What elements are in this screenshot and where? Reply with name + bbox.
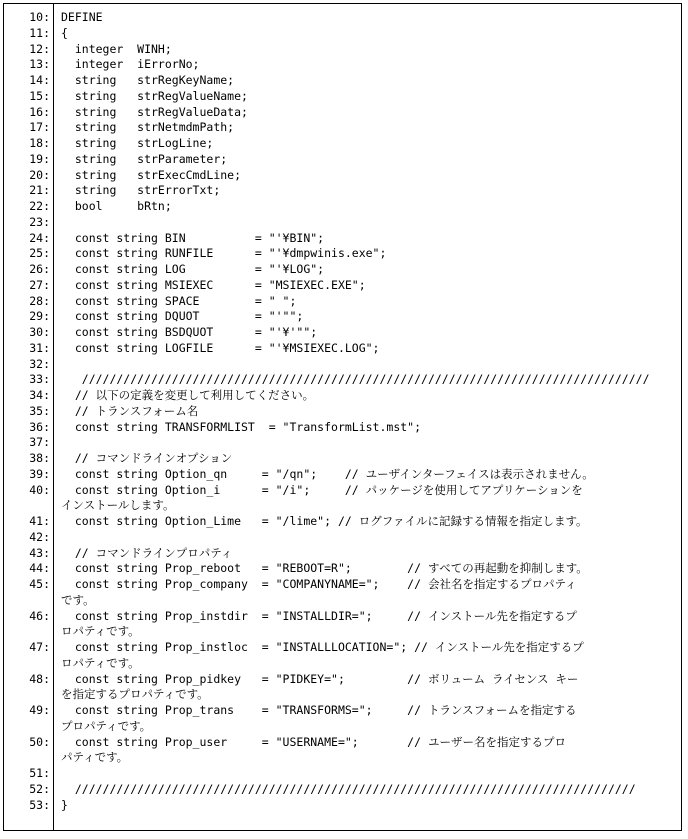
- code-line: [4, 199, 681, 215]
- line-number: 16:: [29, 104, 50, 119]
- line-number: 52:: [29, 781, 50, 796]
- code-text: string strRegKeyName;: [61, 73, 235, 87]
- code-text: string strParameter;: [61, 151, 228, 166]
- code-line: [4, 435, 681, 451]
- code-line: [4, 42, 681, 58]
- code-text: const string Prop_user = "USERNAME="; // ユーザー名を指定するプロ: [61, 734, 566, 749]
- code-text: /////////////////////////////////////////////////////////////////////////////////: [61, 781, 636, 796]
- line-number: 26:: [29, 262, 50, 276]
- code-text: string strRegValueName;: [61, 88, 248, 103]
- code-text: const string BSDQUOT = "'¥'"";: [61, 325, 318, 339]
- line-number: 24:: [29, 230, 50, 245]
- line-number: 49:: [29, 703, 50, 717]
- line-number: 44:: [29, 561, 50, 576]
- line-number: 20:: [29, 167, 50, 182]
- code-line: [4, 89, 681, 105]
- code-line: [4, 372, 681, 388]
- code-listing: [4, 10, 681, 813]
- code-line: [4, 183, 681, 199]
- code-line: [4, 404, 681, 420]
- code-line: [4, 546, 681, 562]
- code-line: [4, 624, 681, 640]
- code-text: const string Prop_reboot = "REBOOT=R"; // すべての再起動を抑制します。: [61, 561, 588, 576]
- line-number: 15:: [29, 88, 50, 103]
- line-number: 18:: [29, 136, 50, 150]
- line-number: 35:: [29, 403, 50, 418]
- code-text: const string Option_i = "/i"; // パッケージを使用してアプリケーションを: [61, 482, 583, 497]
- line-number: 31:: [29, 340, 50, 355]
- code-line: [4, 26, 681, 42]
- code-text: const string RUNFILE = "'¥dmpwinis.exe";: [61, 246, 387, 261]
- code-text: const string Prop_instloc = "INSTALLLOCATION="; // インストール先を指定するプ: [61, 640, 584, 654]
- code-text: integer iErrorNo;: [61, 57, 200, 72]
- code-line: [4, 467, 681, 483]
- line-number: 42:: [29, 529, 50, 544]
- code-line: [4, 782, 681, 798]
- code-text: ロパティです。: [61, 655, 140, 670]
- code-line: [4, 750, 681, 766]
- code-line: [4, 735, 681, 751]
- line-number: 34:: [29, 388, 50, 402]
- code-text: const string TRANSFORMLIST = "TransformList.mst";: [61, 419, 422, 434]
- code-text: const string LOG = "'¥LOG";: [61, 262, 325, 276]
- code-text: const string Option_qn = "/qn"; // ユーザインターフェイスは表示されません。: [61, 466, 594, 481]
- code-text: パティです。: [61, 750, 129, 765]
- line-number: 39:: [29, 466, 50, 481]
- code-line: [4, 640, 681, 656]
- code-line: [4, 483, 681, 499]
- code-text: const string Prop_instdir = "INSTALLDIR="; // インストール先を指定するプ: [61, 608, 577, 623]
- line-number: 46:: [29, 608, 50, 623]
- code-line: [4, 73, 681, 89]
- code-line: [4, 325, 681, 341]
- code-line: [4, 609, 681, 625]
- code-line: [4, 231, 681, 247]
- code-text: DEFINE: [61, 10, 103, 24]
- code-line: [4, 766, 681, 782]
- code-text: string strRegValueData;: [61, 104, 248, 119]
- code-line: [4, 278, 681, 294]
- code-line: [4, 357, 681, 373]
- line-number: 28:: [29, 293, 50, 308]
- code-line: [4, 656, 681, 672]
- line-number: 37:: [29, 435, 50, 450]
- line-number: 11:: [29, 25, 50, 40]
- code-line: [4, 10, 681, 26]
- code-text: // 以下の定義を変更して利用してください。: [61, 388, 315, 402]
- line-number: 19:: [29, 151, 50, 166]
- code-line: [4, 136, 681, 152]
- code-line: [4, 294, 681, 310]
- line-number: 14:: [29, 73, 50, 87]
- code-line: [4, 246, 681, 262]
- code-line: [4, 388, 681, 404]
- code-text: const string Prop_trans = "TRANSFORMS="; // トランスフォームを指定する: [61, 703, 577, 717]
- code-text: //////////////////////////////////////////////////////////////////////////////////: [61, 372, 650, 387]
- line-number: 17:: [29, 120, 50, 135]
- code-text: const string Prop_company = "COMPANYNAME="; // 会社名を指定するプロパティ: [61, 577, 577, 591]
- code-text: const string DQUOT = "'"";: [61, 309, 304, 324]
- code-text: string strNetmdmPath;: [61, 120, 235, 135]
- code-line: [4, 262, 681, 278]
- code-line: [4, 451, 681, 467]
- line-number: 21:: [29, 183, 50, 198]
- code-text: integer WINH;: [61, 41, 172, 56]
- code-line: [4, 120, 681, 136]
- code-text: // コマンドラインプロパティ: [61, 545, 233, 560]
- code-line: [4, 420, 681, 436]
- line-number: 10:: [29, 10, 50, 24]
- code-text: // トランスフォーム名: [61, 403, 199, 418]
- code-line: [4, 798, 681, 814]
- code-text: const string MSIEXEC = "MSIEXEC.EXE";: [61, 277, 366, 292]
- line-number: 50:: [29, 734, 50, 749]
- code-line: [4, 341, 681, 357]
- line-number: 47:: [29, 640, 50, 654]
- code-line: [4, 672, 681, 688]
- code-line: [4, 593, 681, 609]
- line-number: 33:: [29, 372, 50, 387]
- code-line: [4, 57, 681, 73]
- code-line: [4, 105, 681, 121]
- code-line: [4, 687, 681, 703]
- code-text: を指定するプロパティです。: [61, 687, 209, 702]
- code-text: const string Option_Lime = "/lime"; // ログファイルに記録する情報を指定します。: [61, 514, 588, 528]
- line-number: 12:: [29, 41, 50, 56]
- code-text: です。: [61, 592, 95, 607]
- line-number: 48:: [29, 671, 50, 686]
- code-text: const string BIN = "'¥BIN";: [61, 230, 325, 245]
- line-number: 40:: [29, 482, 50, 497]
- code-text: プロパティです。: [61, 718, 152, 733]
- code-text: ロパティです。: [61, 624, 140, 639]
- line-number: 32:: [29, 356, 50, 371]
- code-text: }: [61, 797, 68, 812]
- code-text: // コマンドラインオプション: [61, 451, 233, 465]
- code-line: [4, 577, 681, 593]
- code-line: [4, 498, 681, 514]
- code-line: [4, 561, 681, 577]
- line-number: 23:: [29, 214, 50, 229]
- line-number: 29:: [29, 309, 50, 324]
- code-line: [4, 530, 681, 546]
- code-text: string strLogLine;: [61, 136, 214, 150]
- code-text: string strErrorTxt;: [61, 183, 221, 198]
- code-text: const string SPACE = " ";: [61, 293, 297, 308]
- line-number: 27:: [29, 277, 50, 292]
- line-number: 51:: [29, 766, 50, 780]
- line-number: 36:: [29, 419, 50, 434]
- line-number: 53:: [29, 797, 50, 812]
- line-number: 25:: [29, 246, 50, 261]
- code-line: [4, 168, 681, 184]
- line-number: 30:: [29, 325, 50, 339]
- line-number: 22:: [29, 199, 50, 213]
- code-line: [4, 215, 681, 231]
- code-text: const string Prop_pidkey = "PIDKEY="; // ボリューム ライセンス キー: [61, 671, 579, 686]
- code-text: string strExecCmdLine;: [61, 167, 242, 182]
- line-number: 43:: [29, 545, 50, 560]
- line-number: 38:: [29, 451, 50, 465]
- code-listing-frame: [3, 3, 682, 831]
- code-text: const string LOGFILE = "'¥MSIEXEC.LOG";: [61, 340, 380, 355]
- code-line: [4, 703, 681, 719]
- line-number: 45:: [29, 577, 50, 591]
- code-line: [4, 719, 681, 735]
- line-number: 41:: [29, 514, 50, 528]
- code-text: {: [61, 25, 68, 40]
- code-line: [4, 514, 681, 530]
- code-line: [4, 152, 681, 168]
- code-line: [4, 309, 681, 325]
- code-text: インストールします。: [61, 498, 175, 513]
- code-text: bool bRtn;: [61, 199, 172, 213]
- line-number: 13:: [29, 57, 50, 72]
